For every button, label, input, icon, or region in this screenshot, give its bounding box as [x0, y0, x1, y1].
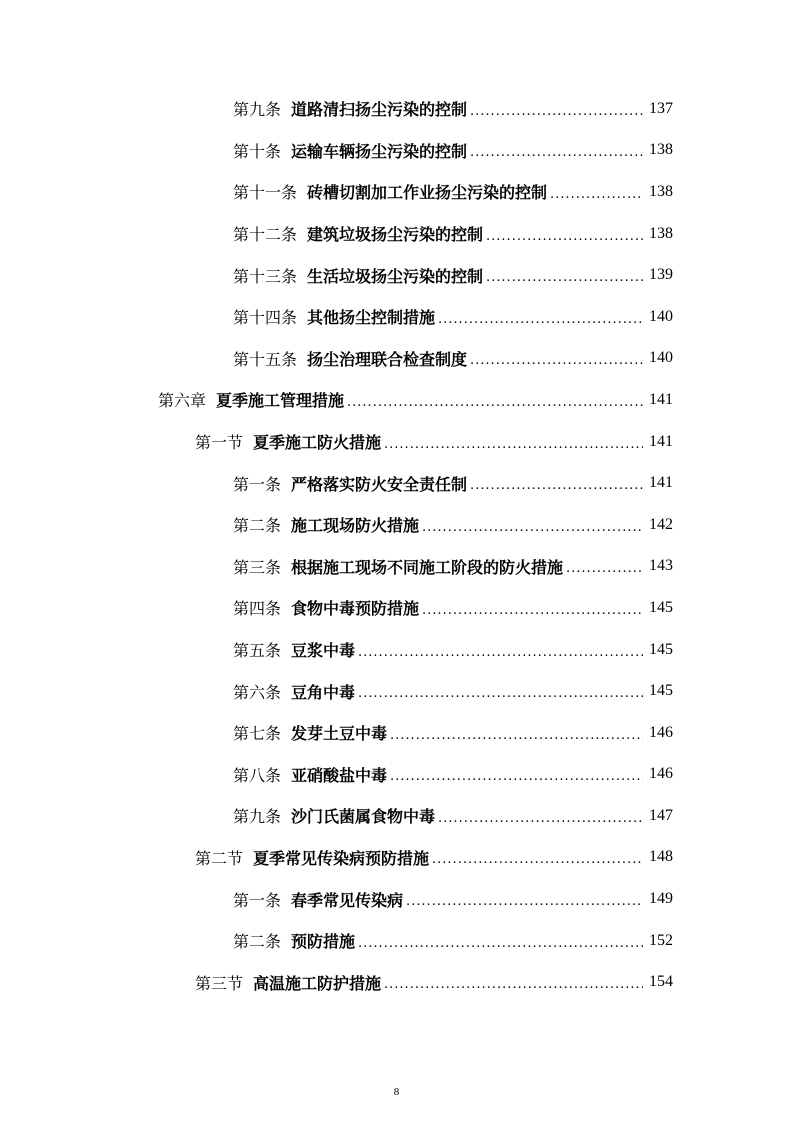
toc-entry[interactable]: [0, 795, 793, 837]
toc-entry-label: 第二节: [195, 848, 244, 868]
toc-entry-page: 138: [649, 224, 673, 242]
toc-entry-page: 148: [649, 848, 673, 866]
toc-entry-page: 143: [649, 557, 673, 575]
toc-entry-title: 夏季施工防火措施: [253, 433, 382, 453]
toc-entry-label: 第七条: [233, 724, 282, 744]
toc-leader-dots: [390, 725, 643, 741]
toc-entry-title: 生活垃圾扬尘污染的控制: [307, 266, 484, 286]
toc-entry-label: 第十条: [233, 141, 282, 161]
toc-entry-label: 第一条: [233, 474, 282, 494]
toc-entry-label: 第六章: [158, 391, 207, 411]
toc-entry-title: 运输车辆扬尘污染的控制: [291, 141, 468, 161]
toc-leader-dots: [566, 558, 643, 574]
toc-entry-title: 高温施工防护措施: [253, 973, 382, 993]
toc-entry-page: 141: [649, 390, 673, 408]
toc-entry-page: 145: [649, 598, 673, 616]
toc-entry-page: 139: [649, 266, 673, 284]
toc-entry[interactable]: [0, 920, 793, 962]
toc-entry[interactable]: [0, 587, 793, 629]
toc-entry-title: 扬尘治理联合检查制度: [307, 349, 468, 369]
toc-entry-page: 137: [649, 99, 673, 117]
toc-leader-dots: [390, 766, 643, 782]
toc-entry-label: 第十五条: [233, 349, 298, 369]
toc-entry-title: 夏季常见传染病预防措施: [253, 848, 430, 868]
toc-entry[interactable]: [0, 254, 793, 296]
toc-entry[interactable]: [0, 296, 793, 338]
toc-entry-label: 第三条: [233, 557, 282, 577]
toc-entry[interactable]: [0, 171, 793, 213]
toc-leader-dots: [438, 309, 643, 325]
toc-entry-label: 第六条: [233, 682, 282, 702]
toc-leader-dots: [406, 891, 643, 907]
toc-entry-page: 149: [649, 890, 673, 908]
toc-entry-title: 亚硝酸盐中毒: [291, 765, 388, 785]
toc-entry[interactable]: [0, 421, 793, 463]
toc-entry-label: 第一条: [233, 890, 282, 910]
toc-entry[interactable]: [0, 504, 793, 546]
toc-entry[interactable]: [0, 629, 793, 671]
toc-leader-dots: [384, 974, 643, 990]
toc-leader-dots: [550, 184, 643, 200]
table-of-contents: [0, 88, 793, 1003]
toc-entry-page: 145: [649, 640, 673, 658]
toc-leader-dots: [470, 101, 643, 117]
toc-entry-label: 第九条: [233, 807, 282, 827]
toc-leader-dots: [486, 226, 643, 242]
toc-entry-page: 154: [649, 973, 673, 991]
toc-entry-page: 142: [649, 515, 673, 533]
toc-entry-page: 138: [649, 141, 673, 159]
toc-entry[interactable]: [0, 462, 793, 504]
toc-entry-title: 豆浆中毒: [291, 641, 356, 661]
toc-entry-title: 食物中毒预防措施: [291, 599, 420, 619]
toc-entry-page: 152: [649, 931, 673, 949]
toc-entry-label: 第十四条: [233, 308, 298, 328]
toc-entry[interactable]: [0, 379, 793, 421]
toc-entry-page: 140: [649, 307, 673, 325]
toc-leader-dots: [470, 475, 643, 491]
toc-entry-title: 沙门氏菌属食物中毒: [291, 807, 436, 827]
page-number: 8: [393, 1086, 400, 1098]
toc-entry[interactable]: [0, 837, 793, 879]
toc-entry[interactable]: [0, 878, 793, 920]
toc-entry-page: 146: [649, 723, 673, 741]
toc-entry[interactable]: [0, 130, 793, 172]
toc-entry-title: 夏季施工管理措施: [216, 391, 345, 411]
toc-leader-dots: [422, 517, 643, 533]
toc-leader-dots: [347, 392, 643, 408]
toc-entry[interactable]: [0, 754, 793, 796]
toc-entry-title: 预防措施: [291, 932, 356, 952]
toc-entry-page: 146: [649, 765, 673, 783]
toc-entry-page: 141: [649, 474, 673, 492]
toc-entry-title: 道路清扫扬尘污染的控制: [291, 100, 468, 120]
toc-entry-label: 第四条: [233, 599, 282, 619]
toc-entry-page: 138: [649, 182, 673, 200]
toc-entry-label: 第九条: [233, 100, 282, 120]
toc-entry-label: 第八条: [233, 765, 282, 785]
toc-leader-dots: [358, 933, 643, 949]
toc-entry[interactable]: [0, 338, 793, 380]
toc-entry-title: 根据施工现场不同施工阶段的防火措施: [291, 557, 564, 577]
toc-entry-page: 141: [649, 432, 673, 450]
toc-leader-dots: [358, 683, 643, 699]
toc-leader-dots: [422, 600, 643, 616]
toc-leader-dots: [470, 142, 643, 158]
toc-leader-dots: [432, 849, 643, 865]
toc-entry-label: 第一节: [195, 433, 244, 453]
toc-entry-title: 春季常见传染病: [291, 890, 404, 910]
toc-leader-dots: [438, 808, 643, 824]
toc-entry-label: 第十二条: [233, 225, 298, 245]
toc-entry-title: 严格落实防火安全责任制: [291, 474, 468, 494]
toc-entry-title: 砖槽切割加工作业扬尘污染的控制: [307, 183, 548, 203]
toc-entry-label: 第二条: [233, 932, 282, 952]
toc-entry-page: 145: [649, 682, 673, 700]
toc-entry-page: 140: [649, 349, 673, 367]
toc-entry[interactable]: [0, 961, 793, 1003]
toc-entry-label: 第十三条: [233, 266, 298, 286]
toc-entry[interactable]: [0, 88, 793, 130]
toc-leader-dots: [384, 434, 643, 450]
toc-entry[interactable]: [0, 712, 793, 754]
toc-entry-title: 其他扬尘控制措施: [307, 308, 436, 328]
toc-leader-dots: [486, 267, 643, 283]
toc-entry-label: 第五条: [233, 641, 282, 661]
toc-entry-label: 第二条: [233, 516, 282, 536]
toc-entry[interactable]: [0, 213, 793, 255]
toc-entry[interactable]: [0, 546, 793, 588]
toc-leader-dots: [358, 642, 643, 658]
toc-leader-dots: [470, 350, 643, 366]
toc-entry-title: 施工现场防火措施: [291, 516, 420, 536]
toc-entry-title: 建筑垃圾扬尘污染的控制: [307, 225, 484, 245]
toc-entry-label: 第十一条: [233, 183, 298, 203]
toc-entry-label: 第三节: [195, 973, 244, 993]
toc-entry-title: 豆角中毒: [291, 682, 356, 702]
toc-entry[interactable]: [0, 670, 793, 712]
toc-entry-title: 发芽土豆中毒: [291, 724, 388, 744]
toc-entry-page: 147: [649, 806, 673, 824]
